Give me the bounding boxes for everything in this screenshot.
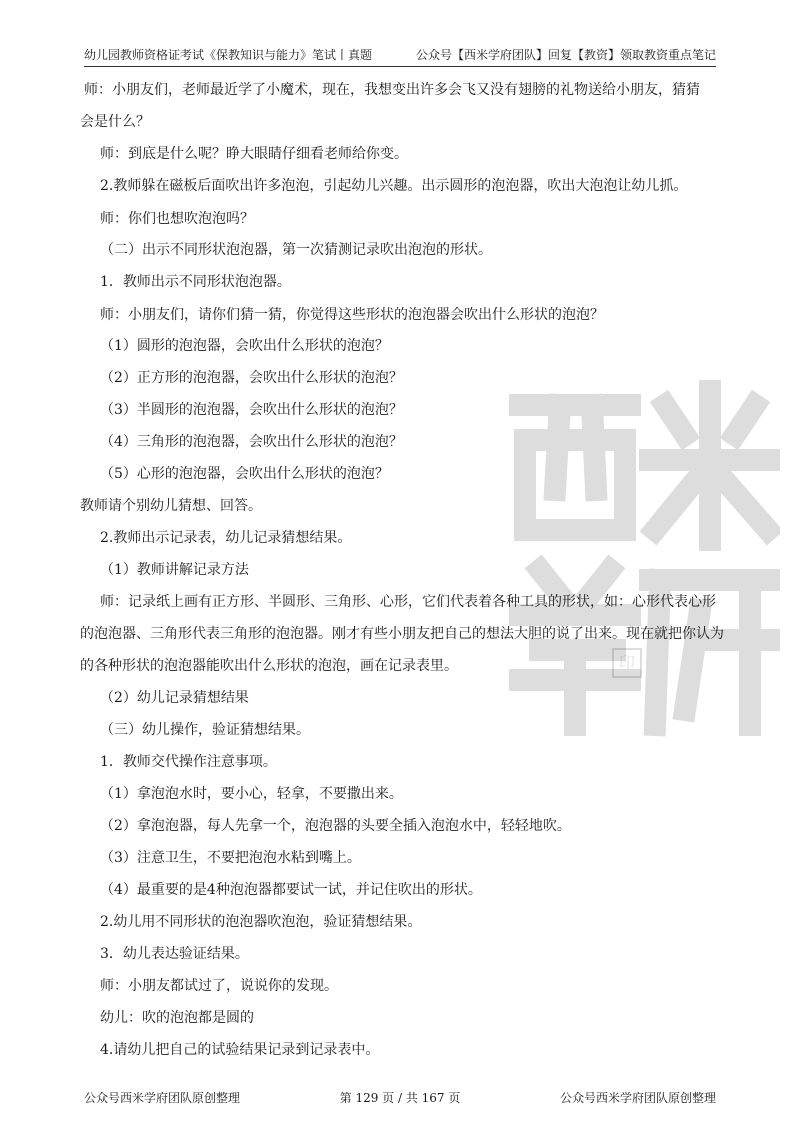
text-line: （1）教师讲解记录方法 — [100, 562, 249, 578]
list-item: （2）正方形的泡泡器，会吹出什么形状的泡泡？ — [100, 370, 403, 386]
text-line: 师：小朋友们，请你们猜一猜，你觉得这些形状的泡泡器会吹出什么形状的泡泡？ — [100, 307, 604, 323]
footer-right-text: 公众号西米学府团队原创整理 — [559, 1091, 716, 1105]
text-line: 的泡泡器、三角形代表三角形的泡泡器。刚才有些小朋友把自己的想法大胆的说了出来。现在就把你认为 — [80, 626, 724, 642]
text-line: 4.请幼儿把自己的试验结果记录到记录表中。 — [100, 1042, 380, 1058]
page-number: 第 129 页 / 共 167 页 — [339, 1091, 461, 1105]
text-line: 师：到底是什么呢？睁大眼睛仔细看老师给你变。 — [100, 146, 408, 162]
text-line: 1．教师交代操作注意事项。 — [100, 754, 277, 770]
list-item: （4）三角形的泡泡器，会吹出什么形状的泡泡？ — [100, 434, 403, 450]
text-line: 2.幼儿用不同形状的泡泡器吹泡泡，验证猜想结果。 — [100, 914, 422, 930]
footer-left-text: 公众号西米学府团队原创整理 — [84, 1091, 241, 1105]
list-item: （4）最重要的是4种泡泡器都要试一试，并记住吹出的形状。 — [100, 882, 482, 898]
list-item: （3）半圆形的泡泡器，会吹出什么形状的泡泡？ — [100, 402, 403, 418]
page-footer — [84, 1088, 716, 1108]
text-line: 2.教师躲在磁板后面吹出许多泡泡，引起幼儿兴趣。出示圆形的泡泡器，吹出大泡泡让幼儿抓。 — [100, 178, 688, 194]
text-line: 3．幼儿表达验证结果。 — [100, 946, 249, 962]
text-line: 师：小朋友都试过了，说说你的发现。 — [100, 978, 338, 994]
section-heading: （三）幼儿操作，验证猜想结果。 — [100, 722, 310, 738]
list-item: （1）拿泡泡水时，要小心，轻拿，不要撒出来。 — [100, 786, 403, 802]
text-line: （2）幼儿记录猜想结果 — [100, 690, 249, 706]
text-line: 教师请个别幼儿猜想、回答。 — [80, 498, 262, 514]
list-item: （5）心形的泡泡器，会吹出什么形状的泡泡？ — [100, 466, 389, 482]
text-line: 师：你们也想吹泡泡吗？ — [100, 211, 254, 227]
list-item: （1）圆形的泡泡器，会吹出什么形状的泡泡？ — [100, 338, 389, 354]
list-item: （3）注意卫生，不要把泡泡水粘到嘴上。 — [100, 850, 361, 866]
text-line: 师：小朋友们，老师最近学了小魔术，现在，我想变出许多会飞又没有翅膀的礼物送给小朋友，猜猜 — [84, 82, 700, 98]
header-left-text: 幼儿园教师资格证考试《保教知识与能力》笔试丨真题 — [84, 48, 373, 62]
text-line: 的各种形状的泡泡器能吹出什么形状的泡泡，画在记录表里。 — [80, 658, 458, 674]
text-line: 幼儿：吹的泡泡都是圆的 — [100, 1010, 254, 1026]
section-heading: （二）出示不同形状泡泡器，第一次猜测记录吹出泡泡的形状。 — [100, 242, 492, 258]
text-line: 会是什么？ — [80, 114, 150, 130]
text-line: 师：记录纸上画有正方形、半圆形、三角形、心形，它们代表着各种工具的形状，如：心形代表心形 — [100, 594, 716, 610]
text-line: 2.教师出示记录表，幼儿记录猜想结果。 — [100, 530, 352, 546]
header-right-text: 公众号【西米学府团队】回复【教资】领取教资重点笔记 — [415, 48, 716, 62]
watermark-seal: 印 — [612, 648, 642, 678]
text-line: 1．教师出示不同形状泡泡器。 — [100, 274, 291, 290]
list-item: （2）拿泡泡器，每人先拿一个，泡泡器的头要全插入泡泡水中，轻轻地吹。 — [100, 818, 571, 834]
